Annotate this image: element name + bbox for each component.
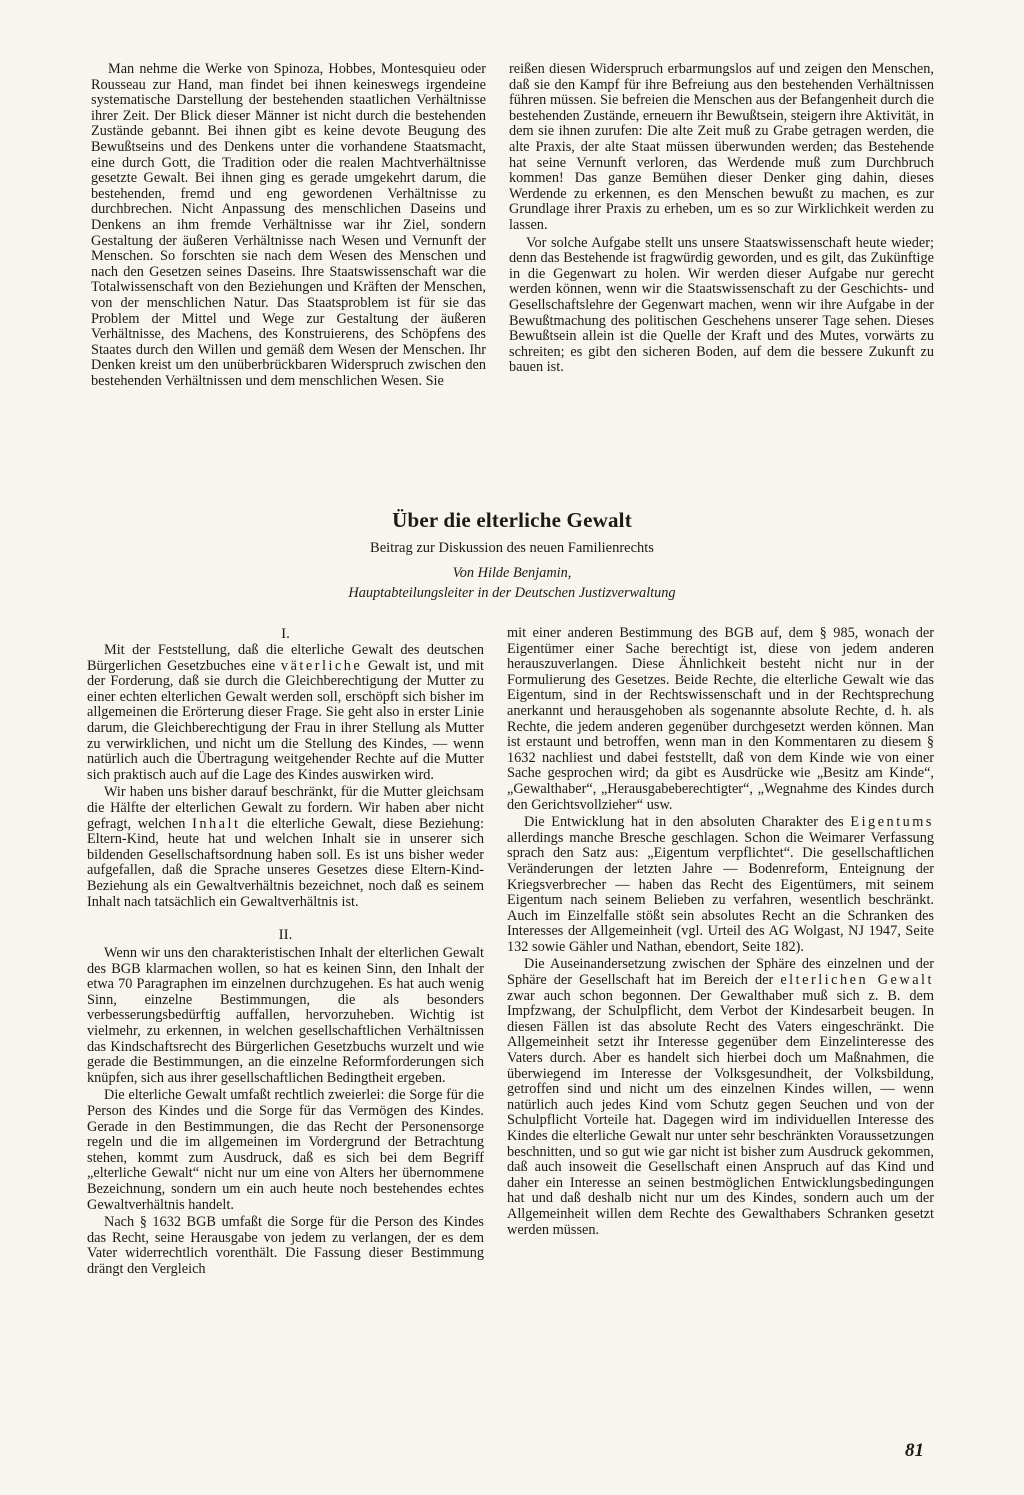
top-right-column <box>509 62 934 376</box>
text-run: Wir haben uns bisher darauf beschränkt, für die Mutter gleichsam die Hälfte der elterlichen Gewalt zu fordern. Wir haben aber nicht gefragt, welchen <box>87 784 484 832</box>
paragraph: Die elterliche Gewalt umfaßt rechtlich zweierlei: die Sorge für die Person des Kindes und die Sorge für das Vermögen des Kindes. Gerade in den Bestimmungen, die das Recht der Personensorge regeln und die im allgemeinen im Vordergrund der Betrachtung stehen, kommt zum Ausdruck, daß es sich bei dem Begriff „elterliche Gewalt“ nicht nur um eine von Alters her übernommene Bezeichnung, sondern um ein auch heute noch bestehendes echtes Gewaltverhältnis handelt. <box>87 1087 484 1213</box>
paragraph: Wenn wir uns den charakteristischen Inhalt der elterlichen Gewalt des BGB klarmachen wollen, so hat es keinen Sinn, den Inhalt der etwa 70 Paragraphen im einzelnen durchzugehen. Es hat auch wenig Sinn, einzelne Bestimmungen, die als besonders verbesserungsbedürftig auffallen, hervorzuheben. Wichtig ist vielmehr, zu erkennen, in welchen gesellschaftlichen Verhältnissen das Kindschaftsrecht des Bürgerlichen Gesetzbuchs wurzelt und wie gerade die Bestimmungen, an die einzelne Reformforderungen sich knüpfen, sich aus ihrer gesellschaftlichen Bedingtheit ergeben. <box>87 945 484 1086</box>
paragraph <box>87 785 484 910</box>
text-run: Gewalt ist, und mit der Forderung, daß sie durch die Gleichberechtigung der Mutter zu einer echten elterlichen Gewalt werden soll, erschöpft sich bisher im allgemeinen die Erörterung dieser Frage. Sie geht also in erster Linie darum, die Gleichberechtigung der Frau in ihrer Stellung als Mutter zu verwirklichen, und nicht um die Stellung des Kindes, — wenn natürlich auch die Übertragung weitgehender Rechte auf die Mutter sich praktisch auch auf die Lage des Kindes auswirken wird. <box>87 657 484 783</box>
paragraph: Nach § 1632 BGB umfaßt die Sorge für die Person des Kindes das Recht, seine Herausgabe von jedem zu verlangen, der es dem Vater widerrechtlich vorenthält. Die Fassung dieser Bestimmung drängt den Vergleich <box>87 1214 484 1277</box>
section-heading: II. <box>278 927 293 944</box>
paragraph <box>87 643 484 783</box>
text-run: zwar auch schon begonnen. Der Gewalthaber muß sich z. B. dem Impfzwang, der Schulpflicht, dem Verbot der Kindesarbeit beugen. In diesen Fällen ist das absolute Recht des Vaters eingeschränkt. Die Allgemeinheit setzt ihr Interesse gegenüber dem Einzelinteresse des Vaters durch. Aber es handelt sich hierbei doch um Maßnahmen, die überwiegend im Interesse der Volksgesundheit, der Volksbildung, getroffen sind und nicht um des einzelnen Kindes willen, — wenn natürlich auch jedes Kind vom Schutz gegen Seuchen und von der Schulpflicht Vorteile hat. Dagegen wird im individuellen Interesse des Kindes die elterliche Gewalt nur unter sehr beschränkten Voraussetzungen beschnitten, und so gut wie gar nicht ist bisher zum Ausdruck gekommen, daß auch insoweit die Gesellschaft einen Anspruch auf das Kind und daher ein Interesse an seinen bestmöglichen Entwicklungsbedingungen hat und daß deshalb nicht nur um des Kindes, sondern auch um der Allgemeinheit willen dem Rechte des Gewalthabers Schranken gesetzt werden müssen. <box>507 987 934 1238</box>
emphasis-spaced: elterlichen Gewalt <box>780 972 934 989</box>
paragraph: Man nehme die Werke von Spinoza, Hobbes, Montesquieu oder Rousseau zur Hand, man findet bei ihnen keineswegs irgendeine systematische Darstellung der bestehenden staatlichen Verhältnisse ihrer Zeit. Der Blick dieser Männer ist nicht durch die bestehenden Zustände gebannt. Bei ihnen gibt es keine devote Beugung des Bewußtseins und des Denkens unter die vorhandene Staatsmacht, eine durch Gott, die Tradition oder die realen Machtverhältnisse gesetzte Gewalt. Bei ihnen ging es gerade umgekehrt darum, die bestehenden, fremd und eng gewordenen Verhältnisse zu durchbrechen. Nicht Anpassung des menschlichen Daseins und Denkens an ihm fremde Verhältnisse war ihr Ziel, sondern Gestaltung der äußeren Verhältnisse nach Wesen und Vernunft der Menschen. So forschten sie nach dem Wesen des Menschen und nach den Gesetzen seines Daseins. Ihre Staatswissenschaft war die Totalwissenschaft von den Beziehungen und Kräften der Menschen, von der menschlichen Natur. Das Staatsproblem ist für sie das Problem der Mittel und Wege zur Gestaltung der äußeren Verhältnisse, des Machens, des Konstruierens, des Schöpfens des Staates durch den Willen und gemäß dem Wesen der Menschen. Ihr Denken kreist um den unüberbrückbaren Widerspruch zwischen den bestehenden Verhältnissen und dem menschlichen Wesen. Sie <box>91 61 486 389</box>
emphasis-spaced: Eigentums <box>850 814 934 831</box>
paragraph <box>507 815 934 955</box>
text-run: allerdings manche Bresche geschlagen. Schon die Weimarer Verfassung sprach den Satz aus: „Eigentum verpflichtet“. Die gesellschaftlichen Veränderungen der letzten Jahre — Bodenreform, Enteignung der Kriegsverbrecher — haben das Recht des Eigentümers, mit seinem Eigentum nach seinem Belieben zu verfahren, wesentlich beschränkt. Auch im Einzelfalle stößt sein absolutes Recht an die Schranken des Interesses der Allgemeinheit (vgl. Urteil des AG Wolgast, NJ 1947, Seite 132 sowie Gähler und Nathan, ebendort, Seite 182). <box>507 829 934 955</box>
paragraph: mit einer anderen Bestimmung des BGB auf, dem § 985, wonach der Eigentümer einer Sache berechtigt ist, diese von jedem anderen herauszuverlangen. Diese Ähnlichkeit besteht nicht nur in der Formulierung des Gesetzes. Beide Rechte, die elterliche Gewalt wie das Eigentum, sind in der Rechtswissenschaft und in der Rechtsprechung anerkannt und herausgehoben als sogenannte absolute Rechte, d. h. als Rechte, die jedem anderen gegenüber durchgesetzt werden können. Man ist erstaunt und betroffen, wenn man in den Kommentaren zu diesem § 1632 nachliest und dabei feststellt, daß von dem Kinde wie von einer Sache gesprochen wird; da gibt es Ausdrücke wie „Besitz am Kinde“, „Gewalthaber“, „Herausgabeberechtigter“, „Wegnahme des Kindes durch den Gerichtsvollzieher“ usw. <box>507 625 934 813</box>
article-subtitle: Beitrag zur Diskussion des neuen Familienrechts <box>370 540 654 556</box>
article-byline: Von Hilde Benjamin, <box>452 565 572 581</box>
paragraph: Vor solche Aufgabe stellt uns unsere Staatswissenschaft heute wieder; denn das Bestehende ist fragwürdig geworden, und es gilt, das Zukünftige in die Gegenwart zu holen. Wir werden dieser Aufgabe nur gerecht werden können, wenn wir die Staatswissenschaft zu der Geschichts- und Gesellschaftslehre der Gegenwart machen, wenn wir ihre Aufgabe in der Bewußtmachung des politischen Geschehens unserer Tage sehen. Dieses Bewußtsein allein ist die Quelle der Kraft und des Mutes, vorwärts zu schreiten; es gibt den sicheren Boden, auf dem die bessere Zukunft zu bauen ist. <box>509 234 934 376</box>
paragraph: reißen diesen Widerspruch erbarmungslos auf und zeigen den Menschen, daß sie den Kampf für ihre Befreiung aus den bestehenden Verhältnissen führen müssen. Sie befreien die Menschen aus der Befangenheit durch die bestehenden Zustände, erneuern ihr Bewußtsein, steigern ihre Aktivität, in dem sie ihnen zurufen: Die alte Zeit muß zu Grabe getragen werden, die alte Praxis, der alte Staat müssen überwunden werden; das Bestehende hat seine Vernunft verloren, das Werdende muß zum Durchbruch kommen! Das ganze Bemühen dieser Denker ging dahin, dieses Werdende zu erkennen, es den Menschen bewußt zu machen, es zur Grundlage ihrer Praxis zu erheben, um es so zur Wirklichkeit werden zu lassen. <box>509 61 934 233</box>
article-right-column <box>507 626 934 1238</box>
article-affiliation: Hauptabteilungsleiter in der Deutschen Justizverwaltung <box>348 585 676 601</box>
text-run: Die Auseinandersetzung zwischen der Sphäre des einzelnen und der Sphäre der Gesellschaft hat im Bereich der <box>507 956 934 989</box>
text-run: Die Entwicklung hat in den absoluten Charakter des <box>524 814 851 831</box>
paragraph <box>507 957 934 1238</box>
top-left-column <box>91 62 486 389</box>
page-number: 81 <box>905 1440 924 1461</box>
text-run: die elterliche Gewalt, diese Beziehung: Eltern-Kind, heute hat und welchen Inhalt sie in unserer sich bildenden Gesellschaftsordnung haben soll. Es ist uns bisher weder aufgefallen, daß die Sprache unseres Gesetzes diese Eltern-Kind-Beziehung als ein Gewaltverhältnis bezeichnet, noch daß es seinem Inhalt nach tatsächlich ein Gewaltverhältnis ist. <box>87 815 484 910</box>
article-left-column <box>87 625 484 1278</box>
article-title: Über die elterliche Gewalt <box>392 508 632 532</box>
section-heading: I. <box>281 626 290 642</box>
emphasis-spaced: väterliche <box>280 657 363 674</box>
emphasis-spaced: Inhalt <box>192 815 241 832</box>
text-run: Mit der Feststellung, daß die elterliche Gewalt des deutschen Bürgerlichen Gesetzbuches eine <box>87 642 484 674</box>
